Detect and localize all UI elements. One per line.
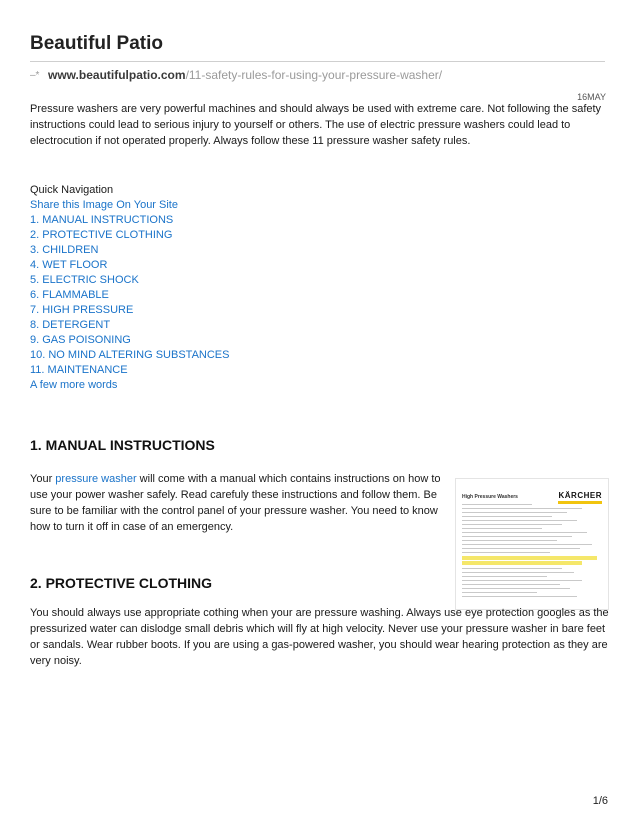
manual-line bbox=[462, 504, 532, 505]
manual-highlight bbox=[462, 556, 597, 560]
manual-highlight bbox=[462, 561, 582, 565]
manual-page-image bbox=[455, 478, 609, 610]
manual-line bbox=[462, 548, 580, 549]
manual-line bbox=[462, 528, 542, 529]
nav-link-detergent[interactable]: 8. DETERGENT bbox=[30, 319, 111, 331]
manual-line bbox=[462, 512, 567, 513]
url-domain[interactable]: www.beautifulpatio.com bbox=[48, 68, 186, 82]
favicon-icon: ‒* bbox=[30, 70, 40, 81]
manual-line bbox=[462, 588, 570, 589]
manual-text-after: will come with a manual which contains instructions on how to use your power washer safely. Read carefuly these instructions and follow them. Be sure to be familiar with the control panel of your pressure washer. You need to know how to turn it off in case of an emergency. bbox=[30, 473, 441, 533]
url-path[interactable]: /11-safety-rules-for-using-your-pressure-washer/ bbox=[185, 68, 443, 82]
manual-line bbox=[462, 536, 572, 537]
section-heading-manual: 1. MANUAL INSTRUCTIONS bbox=[30, 437, 215, 453]
manual-line bbox=[462, 568, 562, 569]
manual-line bbox=[462, 584, 560, 585]
manual-line bbox=[462, 532, 587, 533]
karcher-logo: KÄRCHER bbox=[558, 491, 602, 500]
pressure-washer-link[interactable]: pressure washer bbox=[55, 473, 137, 485]
nav-link-manual-instructions[interactable]: 1. MANUAL INSTRUCTIONS bbox=[30, 214, 174, 226]
nav-link-electric-shock[interactable]: 5. ELECTRIC SHOCK bbox=[30, 274, 139, 286]
intro-paragraph: Pressure washers are very powerful machines and should always be used with extreme care. Not following the safety instructions could lead to serious injury to yourself or others. The use of electric pressure washers could lead to electrocution if not operated properly. Always follow these 11 pressure washer safety rules. bbox=[30, 103, 602, 147]
manual-line bbox=[462, 572, 574, 573]
manual-image-title: High Pressure Washers bbox=[462, 494, 518, 500]
section-text-manual bbox=[30, 471, 445, 535]
nav-link-gas-poisoning[interactable]: 9. GAS POISONING bbox=[30, 334, 131, 346]
manual-line bbox=[462, 516, 552, 517]
nav-link-children[interactable]: 3. CHILDREN bbox=[30, 244, 99, 256]
nav-link-no-mind-altering[interactable]: 10. NO MIND ALTERING SUBSTANCES bbox=[30, 349, 230, 361]
nav-link-share-image[interactable]: Share this Image On Your Site bbox=[30, 199, 178, 211]
section-text-clothing: You should always use appropriate cothing when your are pressure washing. Always use eye protection googles as the pressurized water can dislodge small debris which will fly at high velocity. Never use your pressure washer in bare feet or sandals. Wear rubber boots. If you are using a gas-powered washer, you should wear hearing protection as they are very noisy. bbox=[30, 607, 609, 667]
manual-line bbox=[462, 596, 577, 597]
manual-text-before: Your bbox=[30, 473, 56, 485]
manual-line bbox=[462, 552, 550, 553]
manual-line bbox=[462, 540, 557, 541]
quick-navigation-heading: Quick Navigation bbox=[30, 184, 114, 196]
manual-line bbox=[462, 576, 547, 577]
manual-line bbox=[462, 524, 562, 525]
manual-line bbox=[462, 520, 577, 521]
manual-line bbox=[462, 592, 537, 593]
site-title: Beautiful Patio bbox=[30, 33, 164, 54]
source-url[interactable] bbox=[30, 68, 442, 82]
nav-link-wet-floor[interactable]: 4. WET FLOOR bbox=[30, 259, 108, 271]
nav-link-maintenance[interactable]: 11. MAINTENANCE bbox=[30, 364, 128, 376]
header-divider bbox=[30, 61, 605, 62]
page-number: 1/6 bbox=[592, 795, 608, 807]
logo-underline bbox=[558, 501, 602, 504]
manual-line bbox=[462, 580, 582, 581]
nav-link-flammable[interactable]: 6. FLAMMABLE bbox=[30, 289, 109, 301]
nav-link-protective-clothing[interactable]: 2. PROTECTIVE CLOTHING bbox=[30, 229, 173, 241]
quick-navigation bbox=[30, 183, 229, 393]
nav-link-high-pressure[interactable]: 7. HIGH PRESSURE bbox=[30, 304, 134, 316]
manual-line bbox=[462, 508, 582, 509]
post-date: 16MAY bbox=[577, 92, 606, 102]
manual-line bbox=[462, 544, 592, 545]
nav-link-few-more-words[interactable]: A few more words bbox=[30, 379, 118, 391]
section-heading-clothing: 2. PROTECTIVE CLOTHING bbox=[30, 575, 213, 591]
